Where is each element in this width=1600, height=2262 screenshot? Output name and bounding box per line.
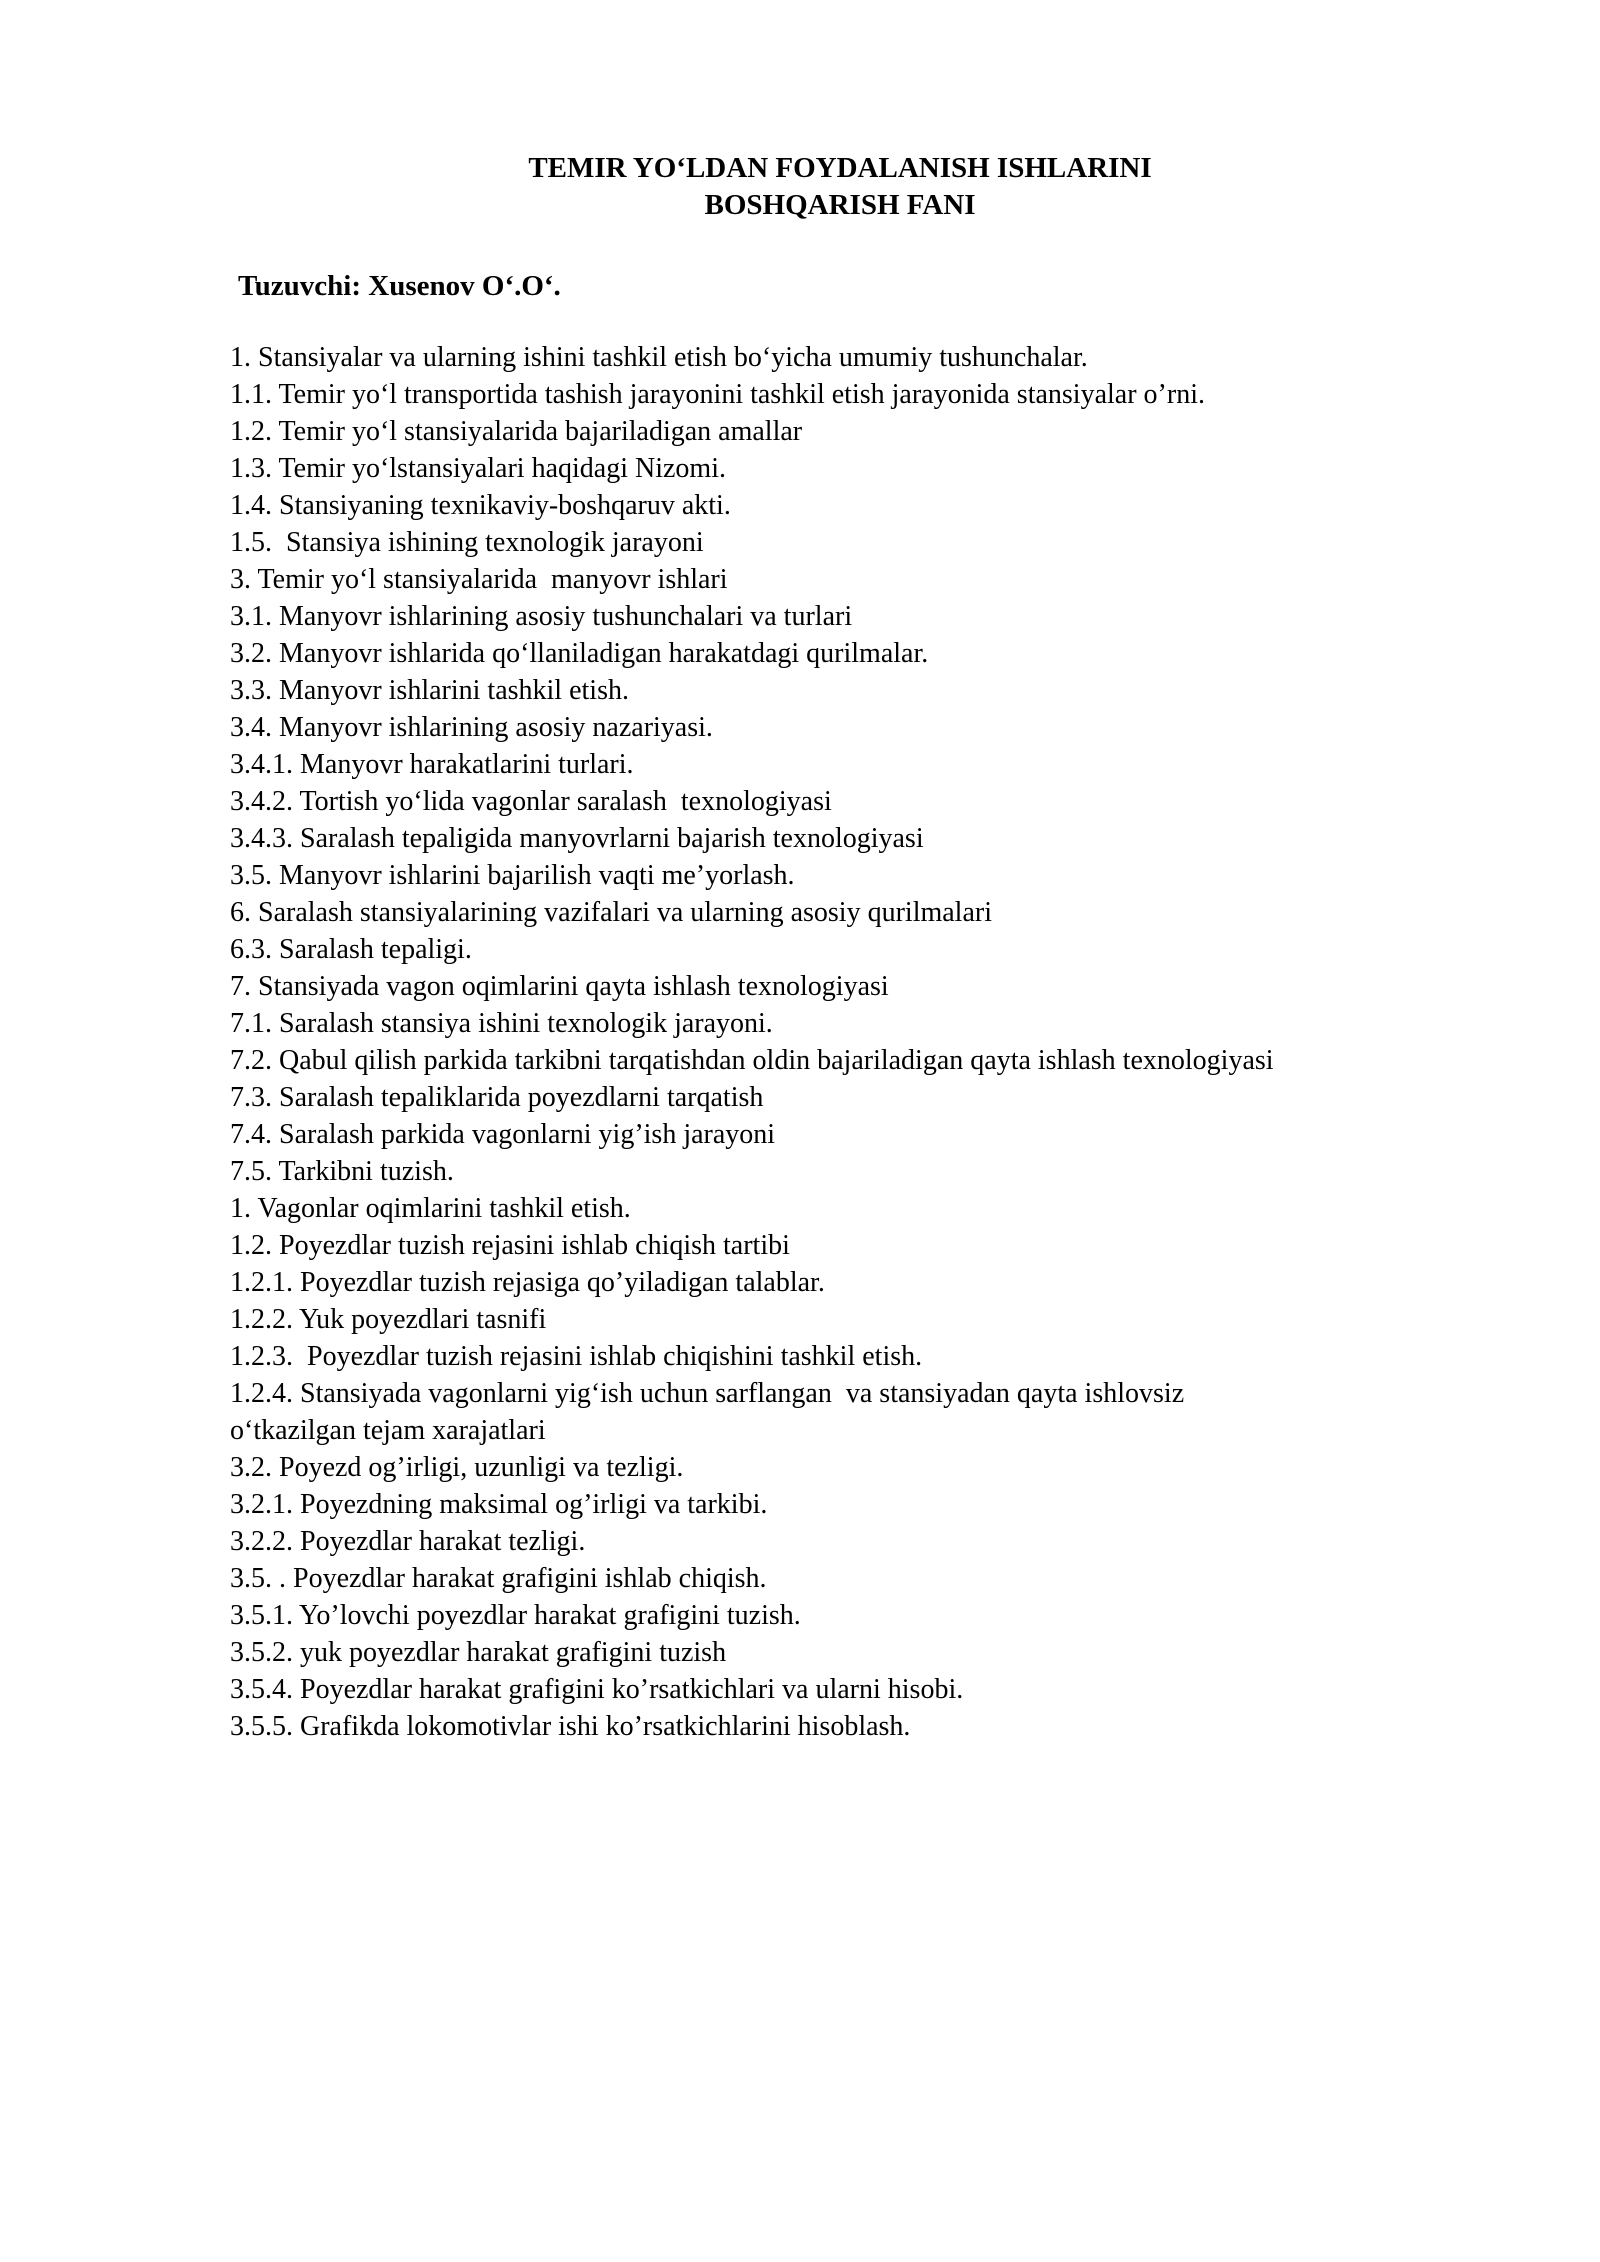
contents-item: 7. Stansiyada vagon oqimlarini qayta ishlash texnologiyasi — [230, 971, 889, 1002]
contents-item: 3.2.1. Poyezdning maksimal og’irligi va tarkibi. — [230, 1489, 768, 1520]
contents-item: 1.2.3. Poyezdlar tuzish rejasini ishlab chiqishini tashkil etish. — [230, 1341, 923, 1372]
contents-item: 6.3. Saralash tepaligi. — [230, 934, 472, 965]
contents-item: 3. Temir yo‘l stansiyalarida manyovr ishlari — [230, 564, 728, 595]
contents-item: 1. Stansiyalar va ularning ishini tashkil etish bo‘yicha umumiy tushunchalar. — [230, 342, 1088, 373]
contents-item: 3.5.2. yuk poyezdlar harakat grafigini tuzish — [230, 1637, 727, 1668]
title-line-2: BOSHQARISH FANI — [704, 189, 976, 221]
contents-item: 1.2.1. Poyezdlar tuzish rejasiga qo’yiladigan talablar. — [230, 1267, 825, 1298]
contents-item: 3.5. Manyovr ishlarini bajarilish vaqti me’yorlash. — [230, 860, 795, 891]
contents-item: 1. Vagonlar oqimlarini tashkil etish. — [230, 1193, 631, 1224]
document-title — [232, 150, 1448, 224]
contents-item: 3.4.3. Saralash tepaligida manyovrlarni bajarish texnologiyasi — [230, 823, 924, 854]
contents-item: 1.2. Temir yo‘l stansiyalarida bajariladigan amallar — [230, 416, 803, 447]
contents-item: 3.4.2. Tortish yo‘lida vagonlar saralash texnologiyasi — [230, 786, 832, 817]
contents-item: 3.4. Manyovr ishlarining asosiy nazariyasi. — [230, 712, 713, 743]
contents-item: 7.3. Saralash tepaliklarida poyezdlarni tarqatish — [230, 1082, 764, 1113]
contents-item: 7.5. Tarkibni tuzish. — [230, 1156, 454, 1187]
author-line: Tuzuvchi: Xusenov O‘.O‘. — [238, 270, 561, 302]
contents-item: 3.3. Manyovr ishlarini tashkil etish. — [230, 675, 629, 706]
contents-item: 1.2.2. Yuk poyezdlari tasnifi — [230, 1304, 547, 1335]
contents-item: 3.2. Poyezd og’irligi, uzunligi va tezligi. — [230, 1452, 684, 1483]
contents-item: 1.1. Temir yo‘l transportida tashish jarayonini tashkil etish jarayonida stansiyalar o’rni. — [230, 379, 1205, 410]
contents-item: 3.5.4. Poyezdlar harakat grafigini ko’rsatkichlari va ularni hisobi. — [230, 1674, 964, 1705]
contents-item: 3.2.2. Poyezdlar harakat tezligi. — [230, 1526, 586, 1557]
title-line-1: TEMIR YO‘LDAN FOYDALANISH ISHLARINI — [528, 152, 1152, 184]
contents-item: 6. Saralash stansiyalarining vazifalari va ularning asosiy qurilmalari — [230, 897, 992, 928]
contents-item: 1.3. Temir yo‘lstansiyalari haqidagi Nizomi. — [230, 453, 726, 484]
contents-item: 3.5.5. Grafikda lokomotivlar ishi ko’rsatkichlarini hisoblash. — [230, 1711, 911, 1742]
contents-item: 1.4. Stansiyaning texnikaviy-boshqaruv akti. — [230, 490, 731, 521]
contents-item: 1.2. Poyezdlar tuzish rejasini ishlab chiqish tartibi — [230, 1230, 790, 1261]
contents-item: 7.4. Saralash parkida vagonlarni yig’ish jarayoni — [230, 1119, 776, 1150]
contents-item: o‘tkazilgan tejam xarajatlari — [230, 1415, 546, 1446]
contents-item: 3.2. Manyovr ishlarida qo‘llaniladigan harakatdagi qurilmalar. — [230, 638, 929, 669]
contents-item: 7.1. Saralash stansiya ishini texnologik jarayoni. — [230, 1008, 773, 1039]
contents-item: 1.5. Stansiya ishining texnologik jarayoni — [230, 527, 704, 558]
contents-list — [230, 339, 1460, 1745]
contents-item: 3.4.1. Manyovr harakatlarini turlari. — [230, 749, 634, 780]
contents-item: 1.2.4. Stansiyada vagonlarni yig‘ish uchun sarflangan va stansiyadan qayta ishlovsiz — [230, 1378, 1185, 1409]
contents-item: 3.1. Manyovr ishlarining asosiy tushunchalari va turlari — [230, 601, 853, 632]
contents-item: 7.2. Qabul qilish parkida tarkibni tarqatishdan oldin bajariladigan qayta ishlash texnologiyasi — [230, 1045, 1274, 1076]
contents-item: 3.5. . Poyezdlar harakat grafigini ishlab chiqish. — [230, 1563, 767, 1594]
contents-item: 3.5.1. Yo’lovchi poyezdlar harakat grafigini tuzish. — [230, 1600, 801, 1631]
